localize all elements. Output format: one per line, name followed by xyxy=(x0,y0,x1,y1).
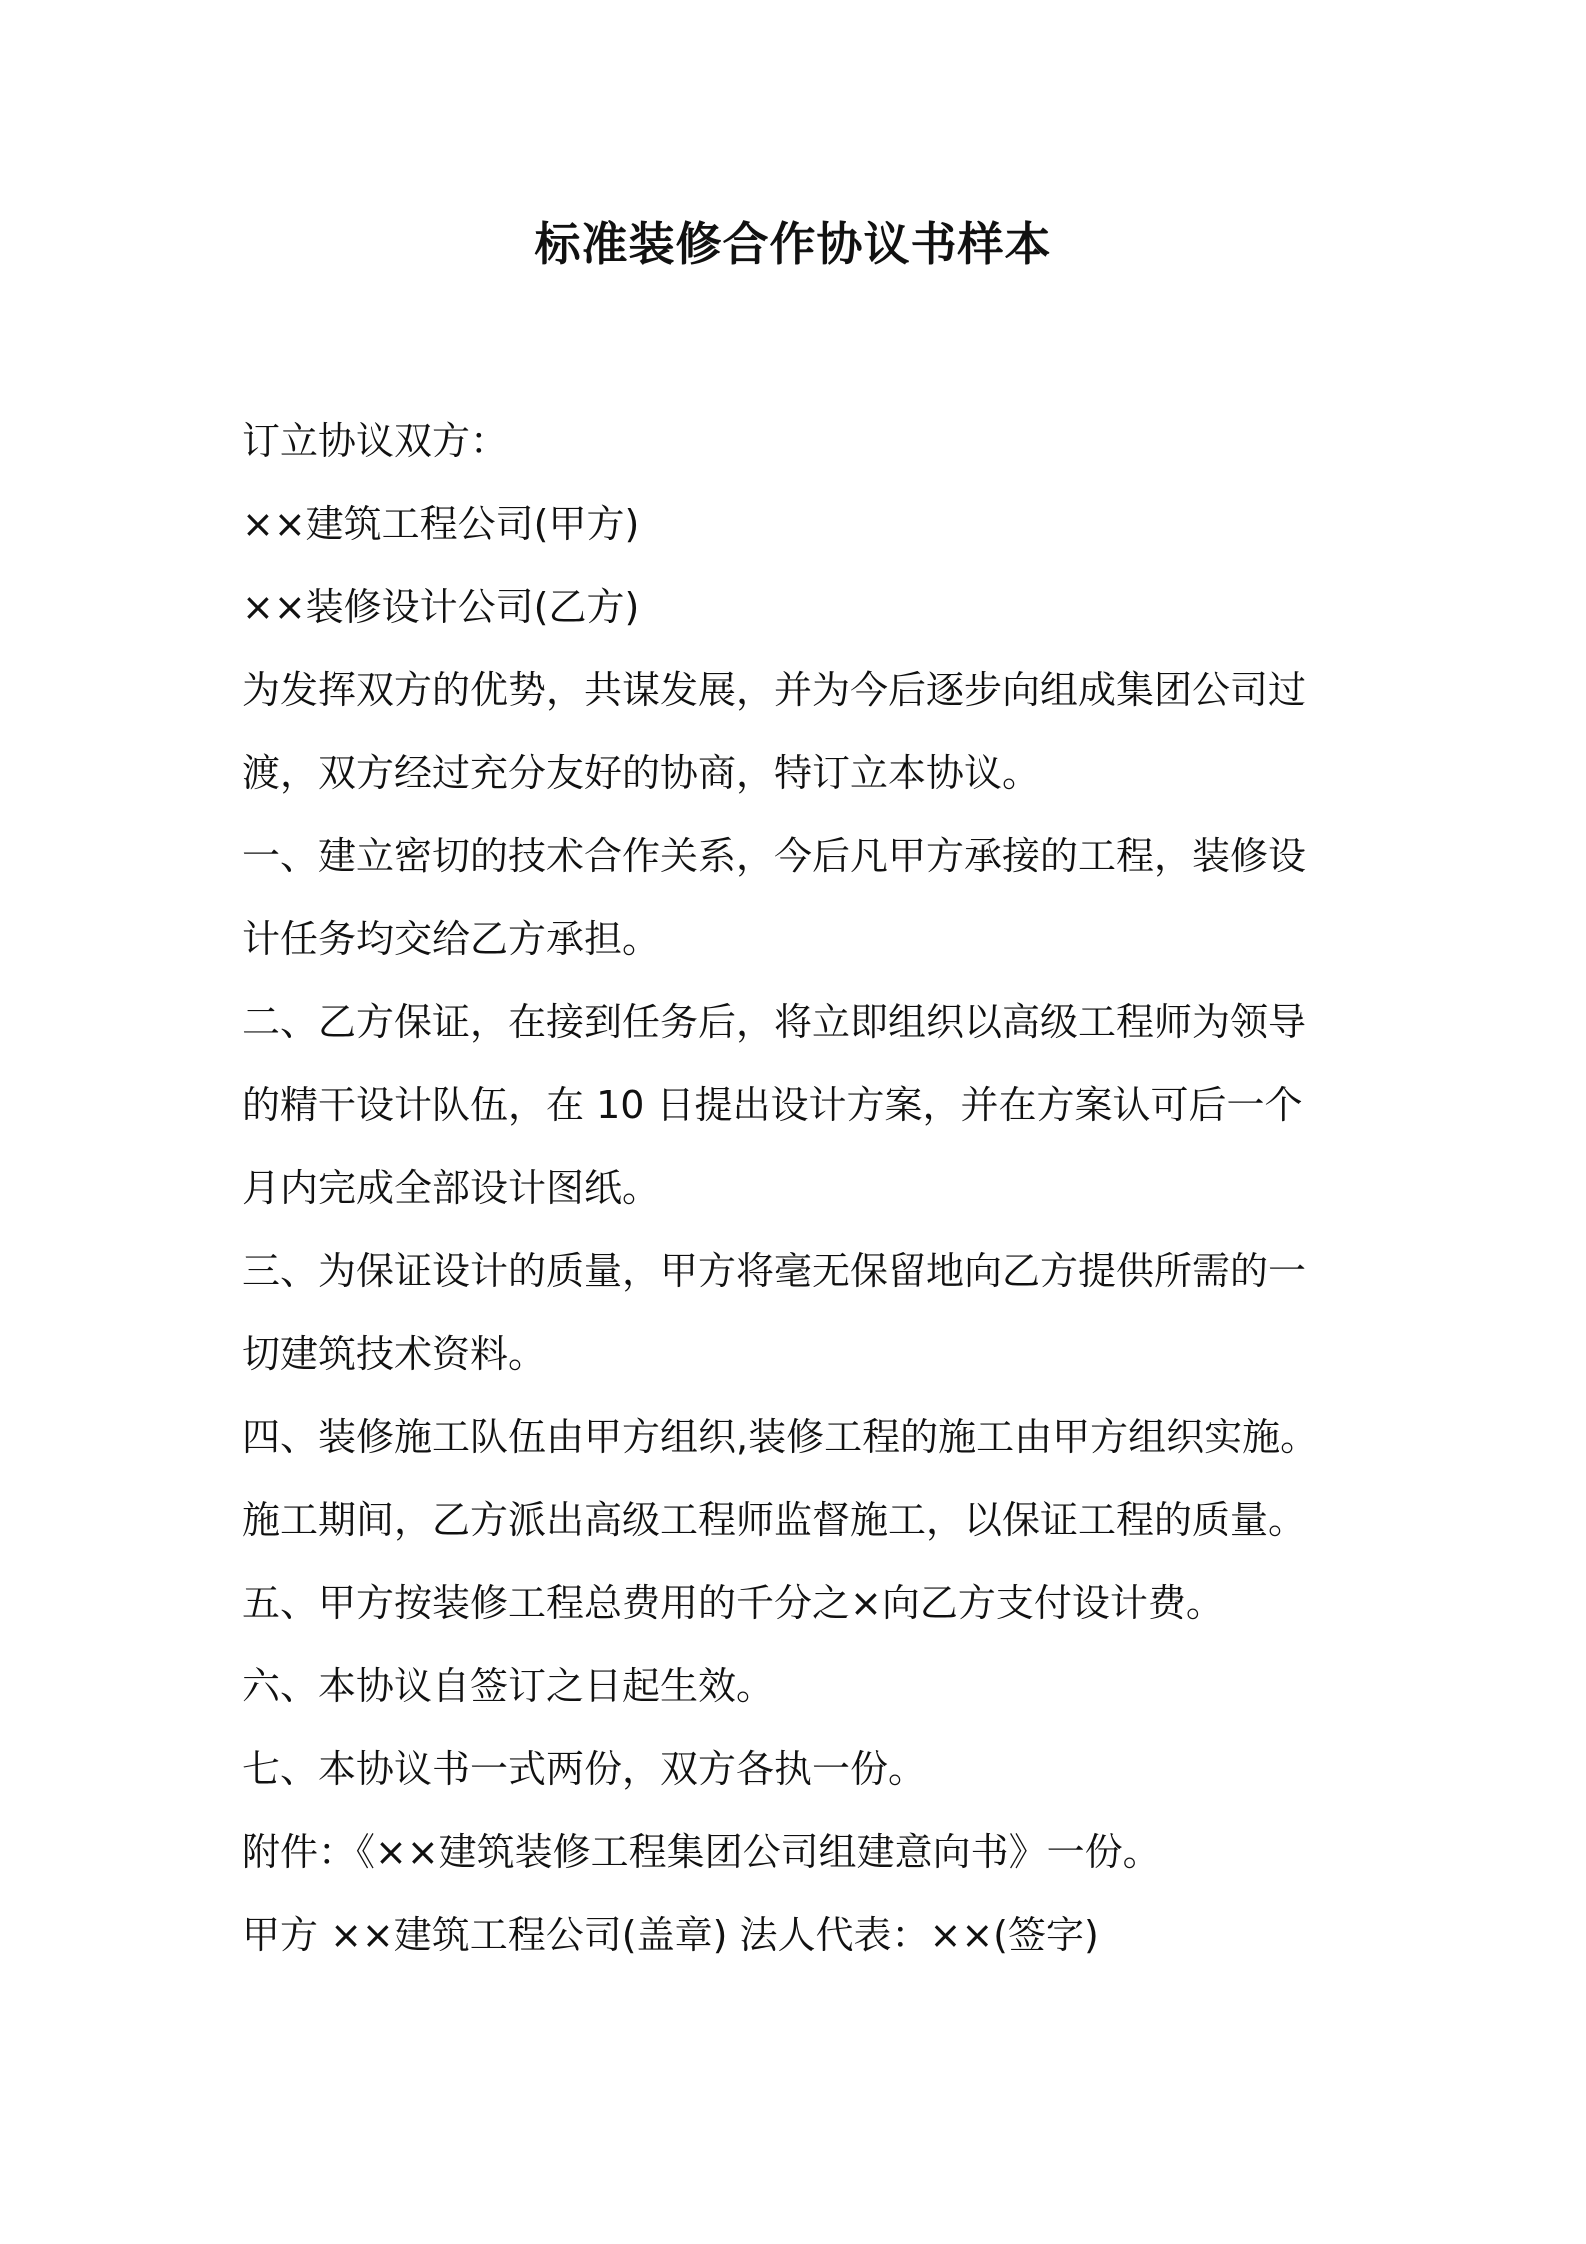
clause-4-line-2: 施工期间，乙方派出高级工程师监督施工，以保证工程的质量。 xyxy=(242,1498,1307,1542)
clause-3-line-2: 切建筑技术资料。 xyxy=(242,1332,547,1376)
party-a: ××建筑工程公司(甲方) xyxy=(242,502,640,546)
attachment-line: 附件：《××建筑装修工程集团公司组建意向书》一份。 xyxy=(242,1830,1161,1874)
clause-3-line-1: 三、为保证设计的质量，甲方将毫无保留地向乙方提供所需的一 xyxy=(242,1249,1307,1293)
signature-line: 甲方 ××建筑工程公司(盖章) 法人代表：××(签字) xyxy=(242,1913,1099,1957)
clause-7: 七、本协议书一式两份，双方各执一份。 xyxy=(242,1747,927,1791)
party-b: ××装修设计公司(乙方) xyxy=(242,585,640,629)
clause-2-line-1: 二、乙方保证，在接到任务后，将立即组织以高级工程师为领导 xyxy=(242,1000,1307,1044)
preamble-line-1: 为发挥双方的优势，共谋发展，并为今后逐步向组成集团公司过 xyxy=(242,668,1307,712)
clause-2-line-3: 月内完成全部设计图纸。 xyxy=(242,1166,661,1210)
clause-1-line-1: 一、建立密切的技术合作关系，今后凡甲方承接的工程，装修设 xyxy=(242,834,1307,878)
parties-heading: 订立协议双方： xyxy=(242,419,509,463)
document-title: 标准装修合作协议书样本 xyxy=(534,217,1052,271)
preamble-line-2: 渡，双方经过充分友好的协商，特订立本协议。 xyxy=(242,751,1041,795)
clause-4-line-1: 四、装修施工队伍由甲方组织,装修工程的施工由甲方组织实施。 xyxy=(242,1415,1319,1459)
clause-6: 六、本协议自签订之日起生效。 xyxy=(242,1664,775,1708)
clause-5: 五、甲方按装修工程总费用的千分之×向乙方支付设计费。 xyxy=(242,1581,1224,1625)
clause-2-line-2: 的精干设计队伍，在 10 日提出设计方案，并在方案认可后一个 xyxy=(242,1083,1303,1127)
document-body xyxy=(242,400,1362,1977)
clause-1-line-2: 计任务均交给乙方承担。 xyxy=(242,917,661,961)
